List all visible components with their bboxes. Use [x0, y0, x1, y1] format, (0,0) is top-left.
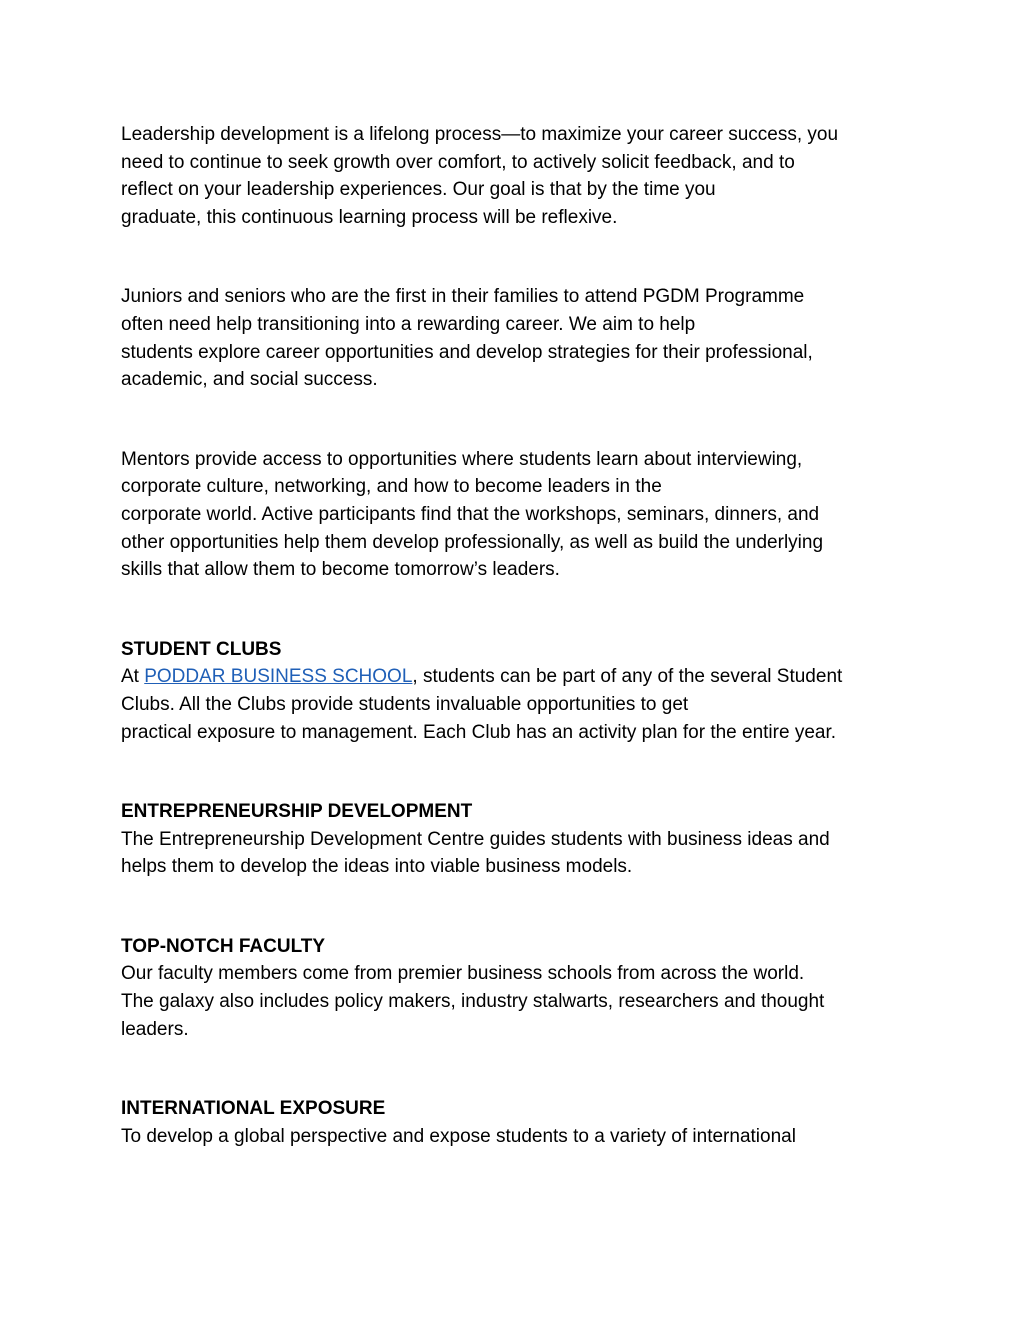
paragraph-first-generation-students	[121, 283, 911, 393]
text-line: practical exposure to management. Each Club has an activity plan for the entire year.	[121, 721, 837, 743]
section-international-exposure	[121, 1095, 911, 1150]
text-line: need to continue to seek growth over comfort, to actively solicit feedback, and to	[121, 151, 795, 173]
text-line: The Entrepreneurship Development Centre guides students with business ideas and	[121, 828, 830, 850]
paragraph-spacer	[121, 881, 911, 933]
text-line: corporate culture, networking, and how to become leaders in the	[121, 476, 662, 498]
text-line: The galaxy also includes policy makers, industry stalwarts, researchers and thought	[121, 991, 825, 1013]
paragraph-spacer	[121, 394, 911, 446]
text-line	[121, 663, 911, 691]
text-line: students explore career opportunities and develop strategies for their professional,	[121, 341, 813, 363]
text-line: Our faculty members come from premier business schools from across the world.	[121, 963, 805, 985]
section-top-notch-faculty	[121, 933, 911, 1043]
document-page	[121, 121, 911, 1150]
section-heading: STUDENT CLUBS	[121, 638, 282, 660]
text-line: To develop a global perspective and expose students to a variety of international	[121, 1125, 796, 1147]
text-line: graduate, this continuous learning process will be reflexive.	[121, 206, 618, 228]
text-line: helps them to develop the ideas into viable business models.	[121, 856, 633, 878]
text-line: Leadership development is a lifelong process—to maximize your career success, you	[121, 124, 839, 145]
paragraph-spacer	[121, 746, 911, 798]
text-line: reflect on your leadership experiences. Our goal is that by the time you	[121, 179, 716, 201]
section-body	[121, 826, 911, 881]
paragraph-mentors	[121, 446, 911, 584]
section-body	[121, 663, 911, 746]
section-heading: ENTREPRENEURSHIP DEVELOPMENT	[121, 801, 473, 823]
text-line: Mentors provide access to opportunities where students learn about interviewing,	[121, 448, 803, 470]
text-line: Clubs. All the Clubs provide students invaluable opportunities to get	[121, 693, 689, 715]
section-body	[121, 1123, 911, 1151]
text-line: often need help transitioning into a rewarding career. We aim to help	[121, 313, 696, 335]
text-line: corporate world. Active participants find that the workshops, seminars, dinners, and	[121, 503, 820, 525]
section-student-clubs	[121, 636, 911, 746]
section-entrepreneurship-development	[121, 798, 911, 881]
text-fragment: At	[121, 666, 145, 688]
text-line: leaders.	[121, 1018, 189, 1040]
text-line: skills that allow them to become tomorrow’s leaders.	[121, 559, 560, 581]
text-line: academic, and social success.	[121, 369, 378, 391]
section-heading: TOP-NOTCH FACULTY	[121, 935, 326, 957]
paragraph-spacer	[121, 584, 911, 636]
text-line: other opportunities help them develop professionally, as well as build the underlying	[121, 531, 824, 553]
paragraph-spacer	[121, 231, 911, 283]
section-heading: INTERNATIONAL EXPOSURE	[121, 1098, 386, 1120]
section-body	[121, 960, 911, 1043]
paragraph-spacer	[121, 1043, 911, 1095]
paragraph-leadership-development	[121, 121, 911, 231]
text-fragment: , students can be part of any of the several Student	[412, 666, 843, 688]
text-line: Juniors and seniors who are the first in their families to attend PGDM Programme	[121, 286, 805, 308]
poddar-business-school-link[interactable]: PODDAR BUSINESS SCHOOL	[144, 666, 413, 688]
